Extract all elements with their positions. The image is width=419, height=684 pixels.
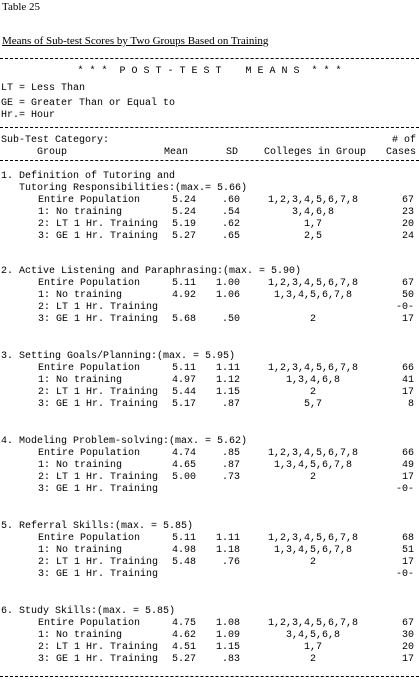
cell-colleges: 5,7 bbox=[303, 399, 322, 410]
cell-cases: 30 bbox=[401, 630, 414, 641]
rule-top bbox=[0, 58, 419, 59]
table-row bbox=[0, 484, 419, 496]
cell-mean: 5.24 bbox=[171, 207, 196, 218]
cell-mean: 4.97 bbox=[171, 375, 196, 386]
header-subtest-category: Sub-Test Category: bbox=[1, 135, 110, 146]
section-title: Tutoring Responsibilities:(max.= 5.66) bbox=[1, 183, 248, 194]
table-row bbox=[0, 642, 419, 654]
cell-colleges: 2 bbox=[309, 654, 316, 665]
cell-group: 3: GE 1 Hr. Training bbox=[38, 484, 159, 495]
cell-sd: 1.00 bbox=[215, 278, 240, 289]
table-row bbox=[0, 231, 419, 243]
cell-mean: 4.65 bbox=[171, 460, 196, 471]
table-row bbox=[0, 557, 419, 569]
cell-group: 3: GE 1 Hr. Training bbox=[38, 314, 159, 325]
rule-bottom bbox=[0, 676, 419, 677]
cell-group: 1: No training bbox=[38, 207, 123, 218]
cell-group: 1: No training bbox=[38, 460, 123, 471]
cell-cases: 20 bbox=[401, 642, 414, 653]
cell-cases: 24 bbox=[401, 231, 414, 242]
rule-header-top bbox=[0, 127, 419, 128]
cell-mean: 4.98 bbox=[171, 545, 196, 556]
cell-sd: .76 bbox=[221, 557, 240, 568]
cell-group: Entire Population bbox=[38, 278, 141, 289]
cell-cases: 66 bbox=[401, 363, 414, 374]
table-row bbox=[0, 387, 419, 399]
cell-cases: -0- bbox=[395, 569, 414, 580]
cell-group: 2: LT 1 Hr. Training bbox=[38, 642, 159, 653]
cell-colleges: 1,3,4,5,6,7,8 bbox=[273, 460, 352, 471]
cell-cases: 68 bbox=[401, 533, 414, 544]
table-row bbox=[0, 314, 419, 326]
cell-colleges: 1,2,3,4,5,6,7,8 bbox=[267, 363, 358, 374]
cell-cases: 66 bbox=[401, 448, 414, 459]
cell-sd: .85 bbox=[221, 448, 240, 459]
cell-cases: -0- bbox=[395, 484, 414, 495]
cell-group: 2: LT 1 Hr. Training bbox=[38, 472, 159, 483]
cell-sd: .54 bbox=[221, 207, 240, 218]
cell-colleges: 1,7 bbox=[303, 219, 322, 230]
cell-colleges: 3,4,6,8 bbox=[291, 207, 334, 218]
cell-cases: 17 bbox=[401, 314, 414, 325]
cell-colleges: 2 bbox=[309, 557, 316, 568]
cell-cases: -0- bbox=[395, 302, 414, 313]
cell-group: Entire Population bbox=[38, 618, 141, 629]
cell-colleges: 1,3,4,5,6,7,8 bbox=[273, 290, 352, 301]
cell-mean: 5.00 bbox=[171, 472, 196, 483]
table-row bbox=[0, 460, 419, 472]
section-title: 1. Definition of Tutoring and bbox=[1, 171, 176, 182]
cell-sd: 1.06 bbox=[215, 290, 240, 301]
cell-group: 1: No training bbox=[38, 545, 123, 556]
table-row bbox=[0, 302, 419, 314]
cell-colleges: 2 bbox=[309, 472, 316, 483]
table-title: Means of Sub-test Scores by Two Groups Based on Training bbox=[2, 35, 269, 47]
table-row bbox=[0, 472, 419, 484]
cell-sd: .73 bbox=[221, 472, 240, 483]
cell-group: Entire Population bbox=[38, 533, 141, 544]
cell-sd: .62 bbox=[221, 219, 240, 230]
cell-colleges: 1,2,3,4,5,6,7,8 bbox=[267, 618, 358, 629]
section-title: 2. Active Listening and Paraphrasing:(max. = 5.90) bbox=[1, 266, 302, 277]
cell-group: 2: LT 1 Hr. Training bbox=[38, 557, 159, 568]
cell-mean: 4.92 bbox=[171, 290, 196, 301]
table-row bbox=[0, 207, 419, 219]
cell-group: Entire Population bbox=[38, 448, 141, 459]
header-num-of: # of bbox=[392, 135, 417, 146]
table-row bbox=[0, 654, 419, 666]
cell-sd: .60 bbox=[221, 195, 240, 206]
cell-mean: 5.11 bbox=[171, 533, 196, 544]
cell-colleges: 1,2,3,4,5,6,7,8 bbox=[267, 278, 358, 289]
cell-sd: 1.12 bbox=[215, 375, 240, 386]
table-row bbox=[0, 399, 419, 411]
cell-mean: 4.74 bbox=[171, 448, 196, 459]
cell-cases: 23 bbox=[401, 207, 414, 218]
cell-sd: 1.11 bbox=[215, 363, 240, 374]
header-sd: SD bbox=[226, 147, 239, 158]
cell-group: 2: LT 1 Hr. Training bbox=[38, 219, 159, 230]
cell-mean: 5.24 bbox=[171, 195, 196, 206]
banner: * * * P O S T - T E S T M E A N S * * * bbox=[77, 66, 342, 77]
table-row bbox=[0, 618, 419, 630]
legend-ge: GE = Greater Than or Equal to bbox=[1, 98, 176, 109]
cell-colleges: 1,3,4,6,8 bbox=[285, 375, 340, 386]
cell-sd: .65 bbox=[221, 231, 240, 242]
table-row bbox=[0, 290, 419, 302]
cell-cases: 67 bbox=[401, 618, 414, 629]
cell-sd: 1.18 bbox=[215, 545, 240, 556]
cell-cases: 8 bbox=[407, 399, 414, 410]
table-row bbox=[0, 195, 419, 207]
cell-cases: 41 bbox=[401, 375, 414, 386]
cell-mean: 5.19 bbox=[171, 219, 196, 230]
cell-cases: 20 bbox=[401, 219, 414, 230]
table-row bbox=[0, 363, 419, 375]
cell-group: 3: GE 1 Hr. Training bbox=[38, 654, 159, 665]
cell-colleges: 2 bbox=[309, 387, 316, 398]
table-row bbox=[0, 448, 419, 460]
cell-sd: 1.09 bbox=[215, 630, 240, 641]
cell-group: 1: No training bbox=[38, 375, 123, 386]
cell-colleges: 1,3,4,5,6,7,8 bbox=[273, 545, 352, 556]
cell-mean: 5.44 bbox=[171, 387, 196, 398]
cell-colleges: 1,2,3,4,5,6,7,8 bbox=[267, 533, 358, 544]
cell-sd: .87 bbox=[221, 460, 240, 471]
cell-cases: 67 bbox=[401, 278, 414, 289]
header-cases: Cases bbox=[386, 147, 417, 158]
cell-cases: 49 bbox=[401, 460, 414, 471]
cell-colleges: 2 bbox=[309, 314, 316, 325]
cell-group: 3: GE 1 Hr. Training bbox=[38, 569, 159, 580]
cell-mean: 4.62 bbox=[171, 630, 196, 641]
cell-cases: 67 bbox=[401, 195, 414, 206]
table-row bbox=[0, 545, 419, 557]
table-row bbox=[0, 219, 419, 231]
cell-group: 1: No training bbox=[38, 630, 123, 641]
section-title: 4. Modeling Problem-solving:(max. = 5.62) bbox=[1, 436, 248, 447]
table-row bbox=[0, 278, 419, 290]
cell-group: 2: LT 1 Hr. Training bbox=[38, 387, 159, 398]
cell-cases: 17 bbox=[401, 472, 414, 483]
table-row bbox=[0, 533, 419, 545]
cell-sd: .83 bbox=[221, 654, 240, 665]
section-title: 5. Referral Skills:(max. = 5.85) bbox=[1, 521, 194, 532]
cell-group: Entire Population bbox=[38, 195, 141, 206]
section-title: 6. Study Skills:(max. = 5.85) bbox=[1, 606, 176, 617]
section-title: 3. Setting Goals/Planning:(max. = 5.95) bbox=[1, 351, 236, 362]
legend-hr: Hr.= Hour bbox=[1, 110, 56, 121]
header-colleges: Colleges in Group bbox=[264, 147, 367, 158]
cell-cases: 17 bbox=[401, 654, 414, 665]
table-row bbox=[0, 569, 419, 581]
cell-colleges: 2,5 bbox=[303, 231, 322, 242]
cell-group: 2: LT 1 Hr. Training bbox=[38, 302, 159, 313]
cell-sd: 1.08 bbox=[215, 618, 240, 629]
cell-sd: .87 bbox=[221, 399, 240, 410]
cell-colleges: 1,2,3,4,5,6,7,8 bbox=[267, 448, 358, 459]
table-label: Table 25 bbox=[2, 1, 41, 13]
cell-colleges: 1,7 bbox=[303, 642, 322, 653]
cell-group: 3: GE 1 Hr. Training bbox=[38, 231, 159, 242]
rule-header-bottom bbox=[0, 160, 419, 161]
cell-mean: 5.27 bbox=[171, 654, 196, 665]
cell-mean: 5.17 bbox=[171, 399, 196, 410]
cell-group: 3: GE 1 Hr. Training bbox=[38, 399, 159, 410]
cell-mean: 5.27 bbox=[171, 231, 196, 242]
cell-colleges: 1,2,3,4,5,6,7,8 bbox=[267, 195, 358, 206]
header-mean: Mean bbox=[164, 147, 189, 158]
cell-sd: .50 bbox=[221, 314, 240, 325]
cell-sd: 1.15 bbox=[215, 642, 240, 653]
cell-cases: 50 bbox=[401, 290, 414, 301]
legend-lt: LT = Less Than bbox=[1, 83, 86, 94]
cell-mean: 4.75 bbox=[171, 618, 196, 629]
cell-sd: 1.15 bbox=[215, 387, 240, 398]
cell-group: 1: No training bbox=[38, 290, 123, 301]
table-row bbox=[0, 375, 419, 387]
cell-cases: 51 bbox=[401, 545, 414, 556]
cell-mean: 5.48 bbox=[171, 557, 196, 568]
cell-sd: 1.11 bbox=[215, 533, 240, 544]
cell-mean: 4.51 bbox=[171, 642, 196, 653]
cell-cases: 17 bbox=[401, 387, 414, 398]
cell-mean: 5.11 bbox=[171, 278, 196, 289]
cell-colleges: 3,4,5,6,8 bbox=[285, 630, 340, 641]
cell-group: Entire Population bbox=[38, 363, 141, 374]
header-group: Group bbox=[37, 147, 68, 158]
table-row bbox=[0, 630, 419, 642]
cell-mean: 5.11 bbox=[171, 363, 196, 374]
cell-mean: 5.68 bbox=[171, 314, 196, 325]
cell-cases: 17 bbox=[401, 557, 414, 568]
